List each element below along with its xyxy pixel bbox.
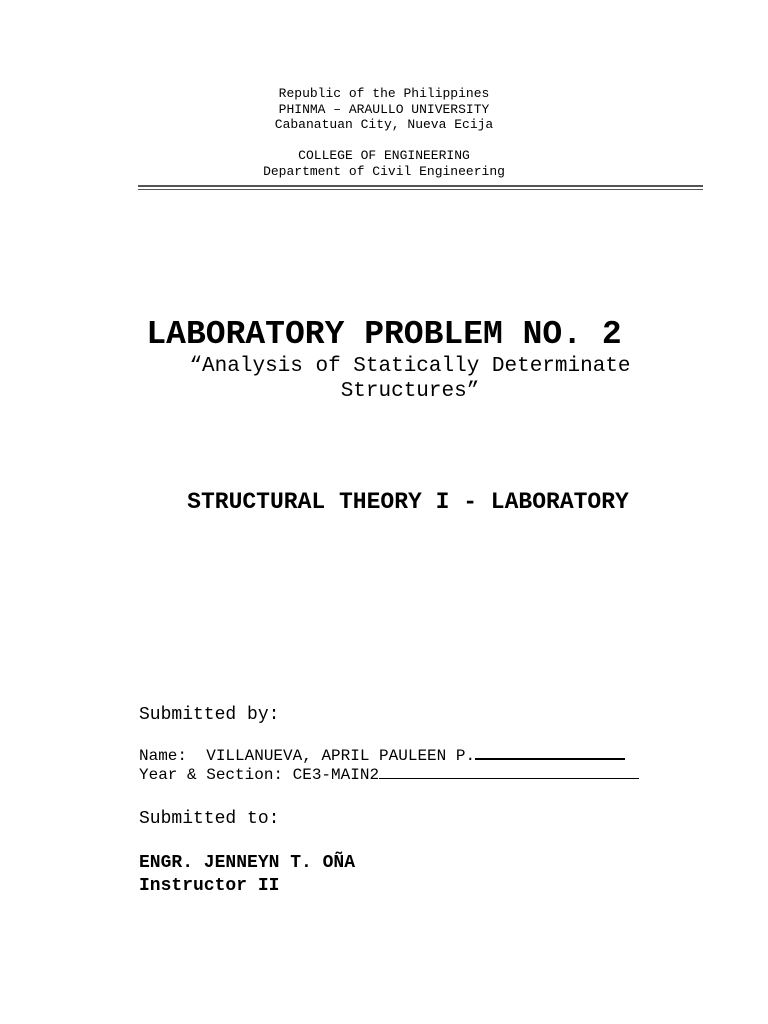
university-line: PHINMA – ARAULLO UNIVERSITY [278,101,490,117]
document-title: LABORATORY PROBLEM NO. 2 [146,316,622,353]
name-line [139,746,625,766]
year-section-underline [379,766,639,779]
year-section-label: Year & Section: [139,766,293,784]
instructor-title: Instructor II [139,876,280,896]
header-divider [138,185,703,191]
country-line: Republic of the Philippines [278,86,490,101]
course-title: STRUCTURAL THEORY I - LABORATORY [187,489,629,515]
submitted-to-label: Submitted to: [139,809,280,829]
department-line: Department of Civil Engineering [263,163,505,179]
divider-thick-line [138,185,703,187]
college-line: COLLEGE OF ENGINEERING [298,148,470,163]
document-header [0,86,768,179]
document-subtitle: “Analysis of Statically Determinate Structures” [189,355,631,403]
name-value: VILLANUEVA, APRIL PAULEEN P. [206,747,476,765]
header-spacer [0,133,768,149]
location-line: Cabanatuan City, Nueva Ecija [274,117,494,132]
instructor-name: ENGR. JENNEYN T. OÑA [139,853,356,873]
divider-thin-line [138,189,703,190]
year-section-line [139,766,639,785]
name-underline [475,746,625,760]
instructor-block [139,852,355,898]
year-section-value: CE3-MAIN2 [292,766,380,784]
submitted-by-label: Submitted by: [139,705,280,725]
name-label: Name: [139,747,207,765]
